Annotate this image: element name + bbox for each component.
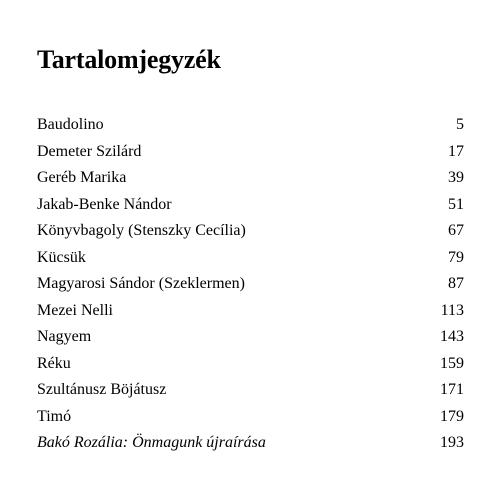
entry-page-number: 87	[448, 275, 464, 292]
toc-entry-epilogue	[37, 430, 464, 457]
entry-title: Demeter Szilárd	[37, 142, 142, 160]
entry-page-number: 143	[440, 328, 464, 345]
entry-title: Geréb Marika	[37, 169, 127, 186]
page-title: Tartalomjegyzék	[37, 45, 221, 74]
entry-title: Timó	[37, 407, 72, 425]
toc-entry	[37, 165, 464, 192]
entry-page-number: 67	[448, 222, 464, 239]
entry-page-number: 113	[440, 301, 464, 319]
entry-page-number: 193	[440, 434, 464, 451]
entry-page-number: 171	[440, 381, 464, 398]
entry-page-number: 79	[448, 248, 464, 266]
toc-entry	[37, 139, 464, 166]
entry-title: Réku	[37, 354, 71, 372]
toc-entry	[37, 218, 464, 245]
entry-page-number: 17	[448, 142, 464, 160]
entry-title: Kücsük	[37, 248, 86, 266]
entry-title: Könyvbagoly (Stenszky Cecília)	[37, 222, 246, 239]
entry-page-number: 51	[448, 195, 464, 213]
entry-title: Szultánusz Böjátusz	[37, 381, 167, 398]
entry-page-number: 159	[440, 354, 464, 372]
toc-entry	[37, 271, 464, 298]
toc-entry	[37, 377, 464, 404]
entry-title: Jakab-Benke Nándor	[37, 195, 172, 213]
entry-page-number: 39	[448, 169, 464, 186]
entry-title: Bakó Rozália: Önmagunk újraírása	[37, 434, 266, 451]
toc-entry	[37, 298, 464, 325]
table-of-contents	[37, 112, 464, 457]
entry-page-number: 5	[456, 116, 464, 133]
toc-entry	[37, 404, 464, 431]
entry-page-number: 179	[440, 407, 464, 425]
entry-title: Magyarosi Sándor (Szeklermen)	[37, 275, 245, 292]
entry-title: Nagyem	[37, 328, 92, 345]
entry-title: Baudolino	[37, 116, 104, 133]
toc-entry	[37, 192, 464, 219]
toc-entry	[37, 245, 464, 272]
entry-title: Mezei Nelli	[37, 301, 113, 319]
toc-entry	[37, 324, 464, 351]
toc-entry	[37, 351, 464, 378]
toc-entry	[37, 112, 464, 139]
